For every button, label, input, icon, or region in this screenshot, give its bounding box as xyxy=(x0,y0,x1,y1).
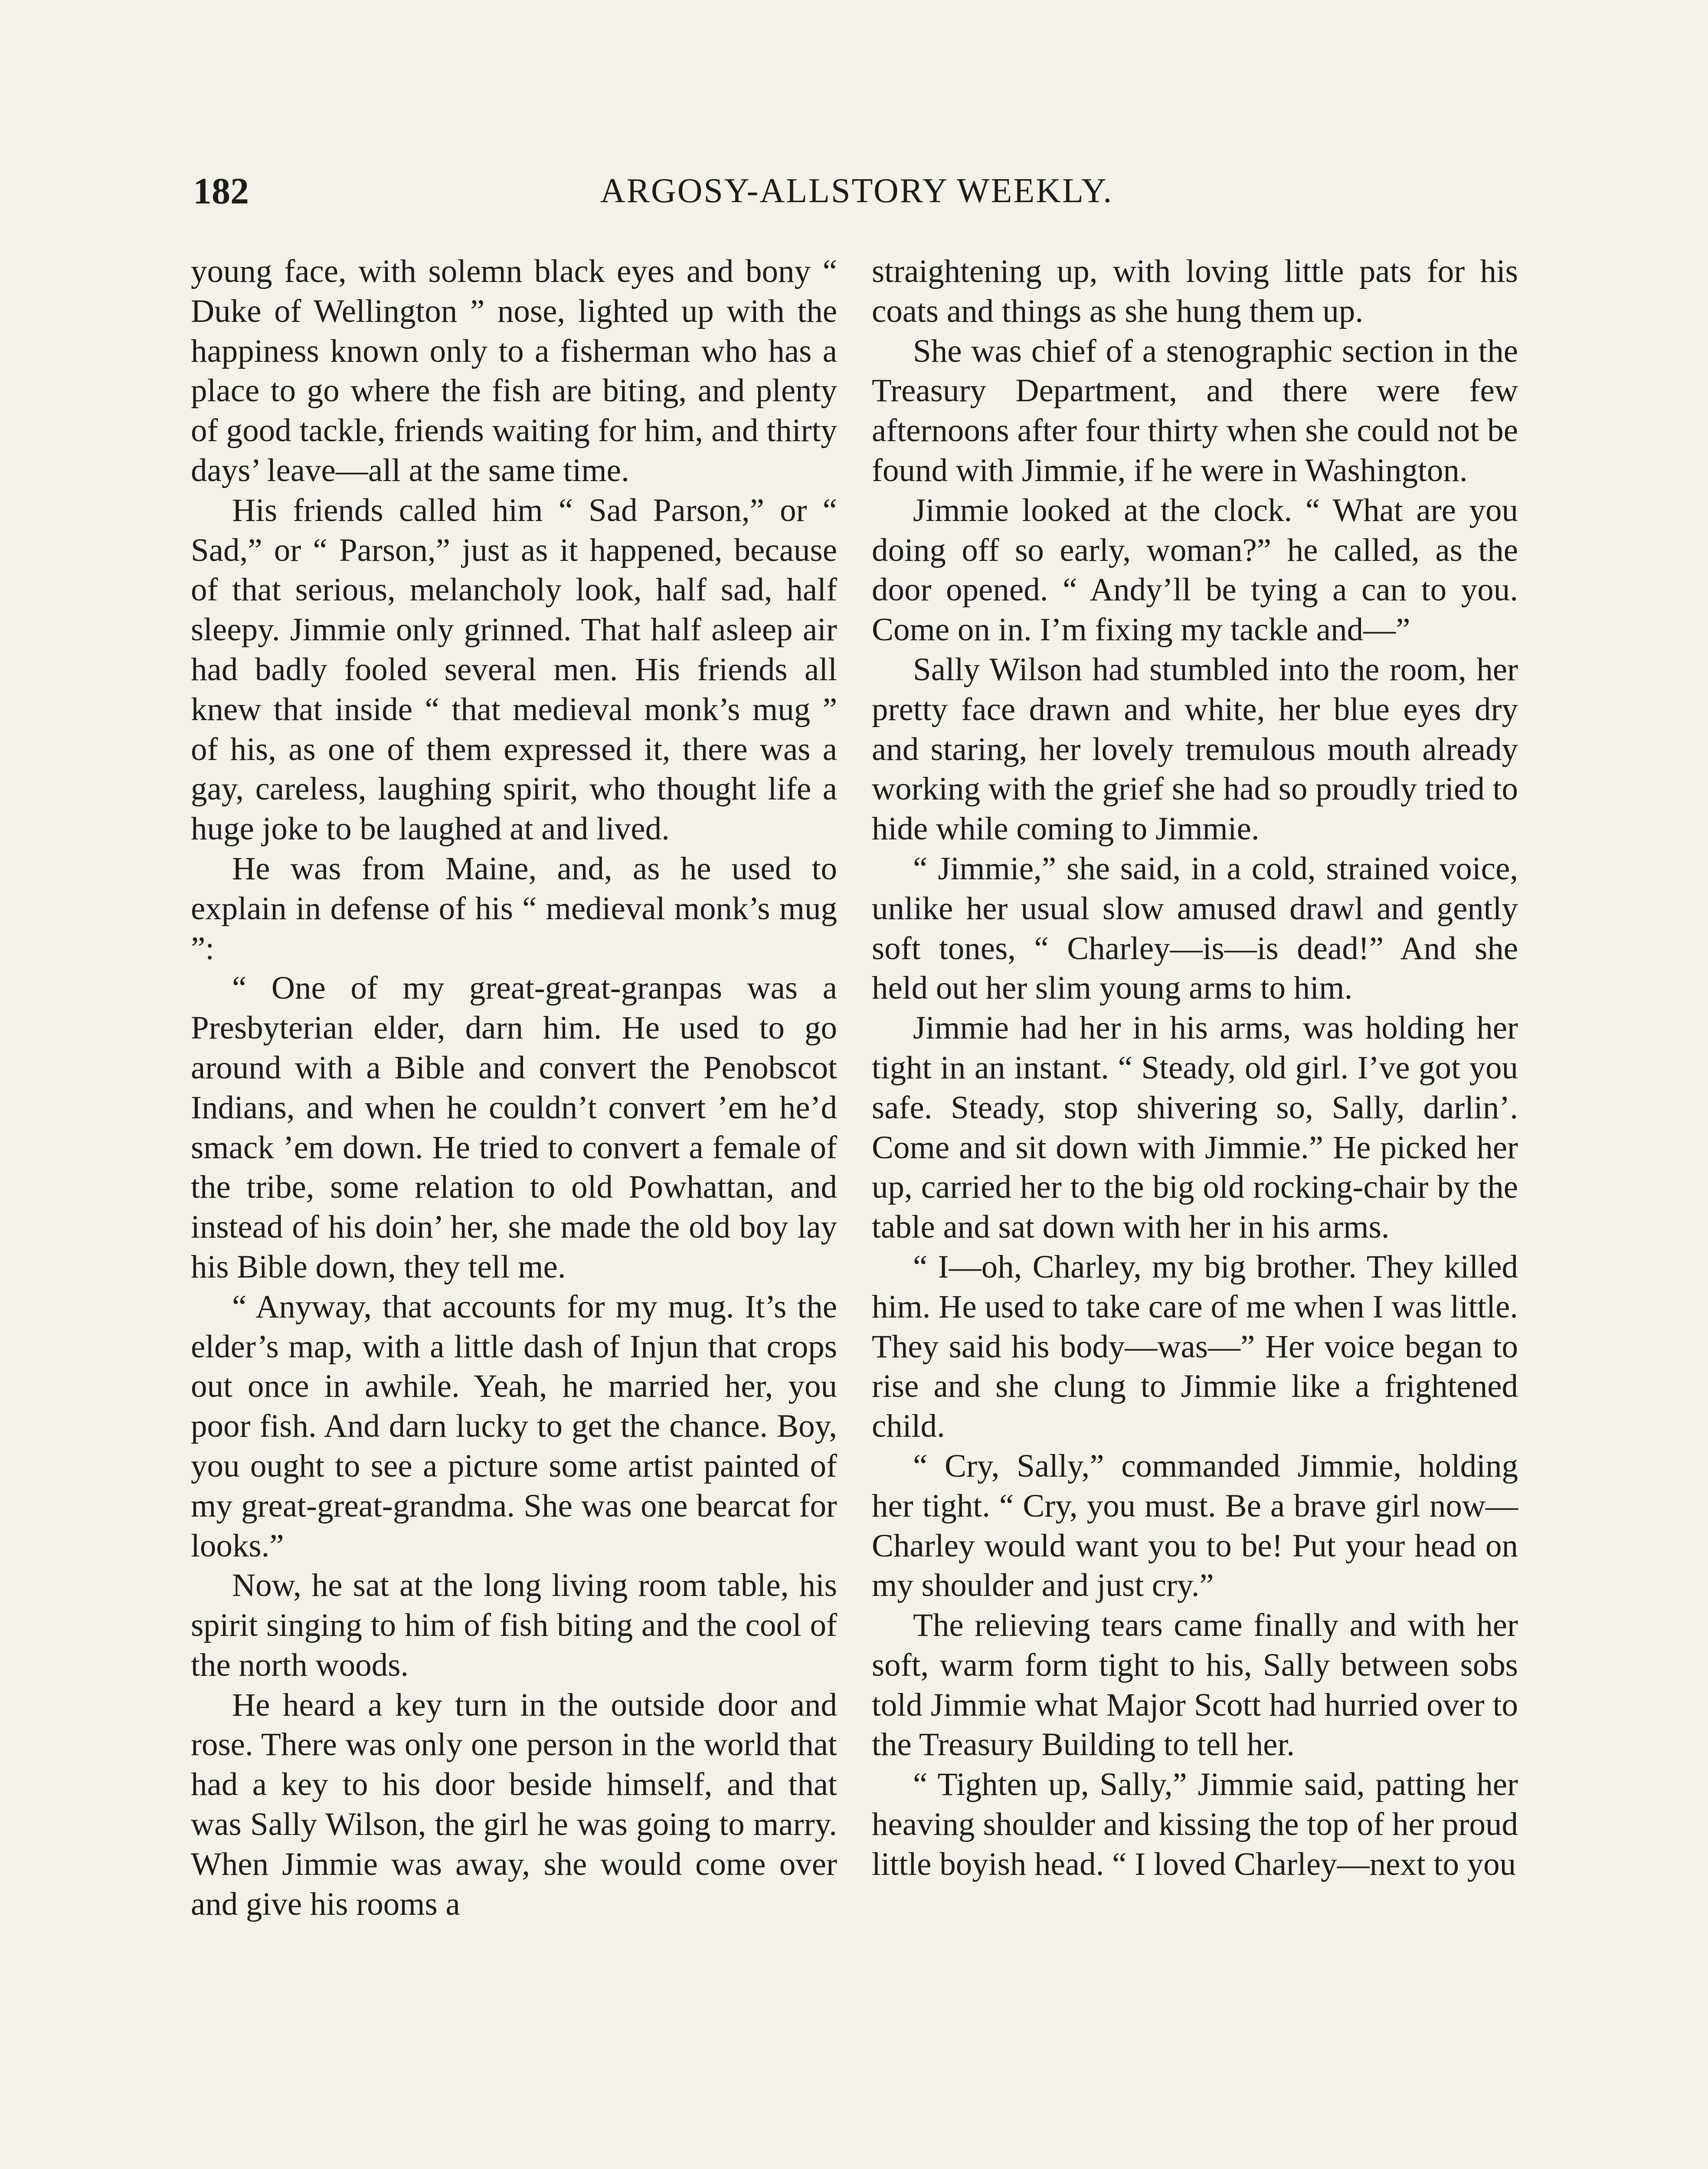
paragraph: His friends called him “ Sad Parson,” or “ Sad,” or “ Parson,” just as it happened, because of that serious, melancholy look, half sad, half sleepy. Jimmie only grinned. That half asleep air had badly fooled several men. His friends all knew that inside “ that medieval monk’s mug ” of his, as one of them expressed it, there was a gay, careless, laughing spirit, who thought life a huge joke to be laughed at and lived. xyxy=(191,492,837,847)
paragraph: He heard a key turn in the outside door and rose. There was only one person in the world that had a key to his door beside himself, and that was Sally Wilson, the girl he was going to marry. When Jimmie was away, she would come over and give his rooms a xyxy=(191,1687,837,1922)
paragraph: She was chief of a stenographic section in the Treasury Department, and there were few afternoons after four thirty when she could not be found with Jimmie, if he were in Washington. xyxy=(872,333,1518,488)
paragraph: The relieving tears came finally and with her soft, warm form tight to his, Sally between sobs told Jimmie what Major Scott had hurried over to the Treasury Building to tell her. xyxy=(872,1607,1518,1763)
paragraph: young face, with solemn black eyes and bony “ Duke of Wellington ” nose, lighted up with the happiness known only to a fisherman who has a place to go where the fish are biting, and plenty of good tackle, friends waiting for him, and thirty days’ leave—all at the same time. xyxy=(191,253,837,488)
page-header xyxy=(193,167,1520,223)
paragraph: “ Anyway, that accounts for my mug. It’s the elder’s map, with a little dash of Injun that crops out once in awhile. Yeah, he married her, you poor fish. And darn lucky to get the chance. Boy, you ought to see a picture some artist painted of my great-great-grandma. She was one bearcat for looks.” xyxy=(191,1288,837,1564)
paragraph: “ One of my great-great-granpas was a Presbyterian elder, darn him. He used to go around with a Bible and convert the Penobscot Indians, and when he couldn’t convert ’em he’d smack ’em down. He tried to convert a female of the tribe, some relation to old Powhattan, and instead of his doin’ her, she made the old boy lay his Bible down, they tell me. xyxy=(191,970,837,1285)
paragraph: “ Jimmie,” she said, in a cold, strained voice, unlike her usual slow amused drawl and gently soft tones, “ Charley—is—is dead!” And she held out her slim young arms to him. xyxy=(872,850,1518,1006)
paragraph: straightening up, with loving little pats for his coats and things as she hung them up. xyxy=(872,253,1518,329)
paragraph: Sally Wilson had stumbled into the room, her pretty face drawn and white, her blue eyes dry and staring, her lovely tremulous mouth already working with the grief she had so proudly tried to hide while coming to Jimmie. xyxy=(872,651,1518,847)
paragraph: Jimmie had her in his arms, was holding her tight in an instant. “ Steady, old girl. I’ve got you safe. Steady, stop shivering so, Sally, darlin’. Come and sit down with Jimmie.” He picked her up, carried her to the big old rocking-chair by the table and sat down with her in his arms. xyxy=(872,1010,1518,1245)
paragraph: He was from Maine, and, as he used to explain in defense of his “ medieval monk’s mug ”: xyxy=(191,850,837,967)
paragraph: “ Tighten up, Sally,” Jimmie said, patting her heaving shoulder and kissing the top of her proud little boyish head. “ I loved Charley—next to you xyxy=(872,1766,1518,1882)
running-head: ARGOSY-ALLSTORY WEEKLY. xyxy=(600,172,1113,210)
paragraph: Now, he sat at the long living room table, his spirit singing to him of fish biting and the cool of the north woods. xyxy=(191,1567,837,1683)
page-number: 182 xyxy=(193,170,249,212)
paragraph: Jimmie looked at the clock. “ What are you doing off so early, woman?” he called, as the door opened. “ Andy’ll be tying a can to you. Come on in. I’m fixing my tackle and—” xyxy=(872,492,1518,648)
right-column xyxy=(872,252,1518,1884)
paragraph: “ I—oh, Charley, my big brother. They killed him. He used to take care of me when I was little. They said his body—was—” Her voice began to rise and she clung to Jimmie like a frightened child. xyxy=(872,1248,1518,1445)
left-column xyxy=(191,252,837,1924)
paragraph: “ Cry, Sally,” commanded Jimmie, holding her tight. “ Cry, you must. Be a brave girl now—Charley would want you to be! Put your head on my shoulder and just cry.” xyxy=(872,1448,1518,1604)
